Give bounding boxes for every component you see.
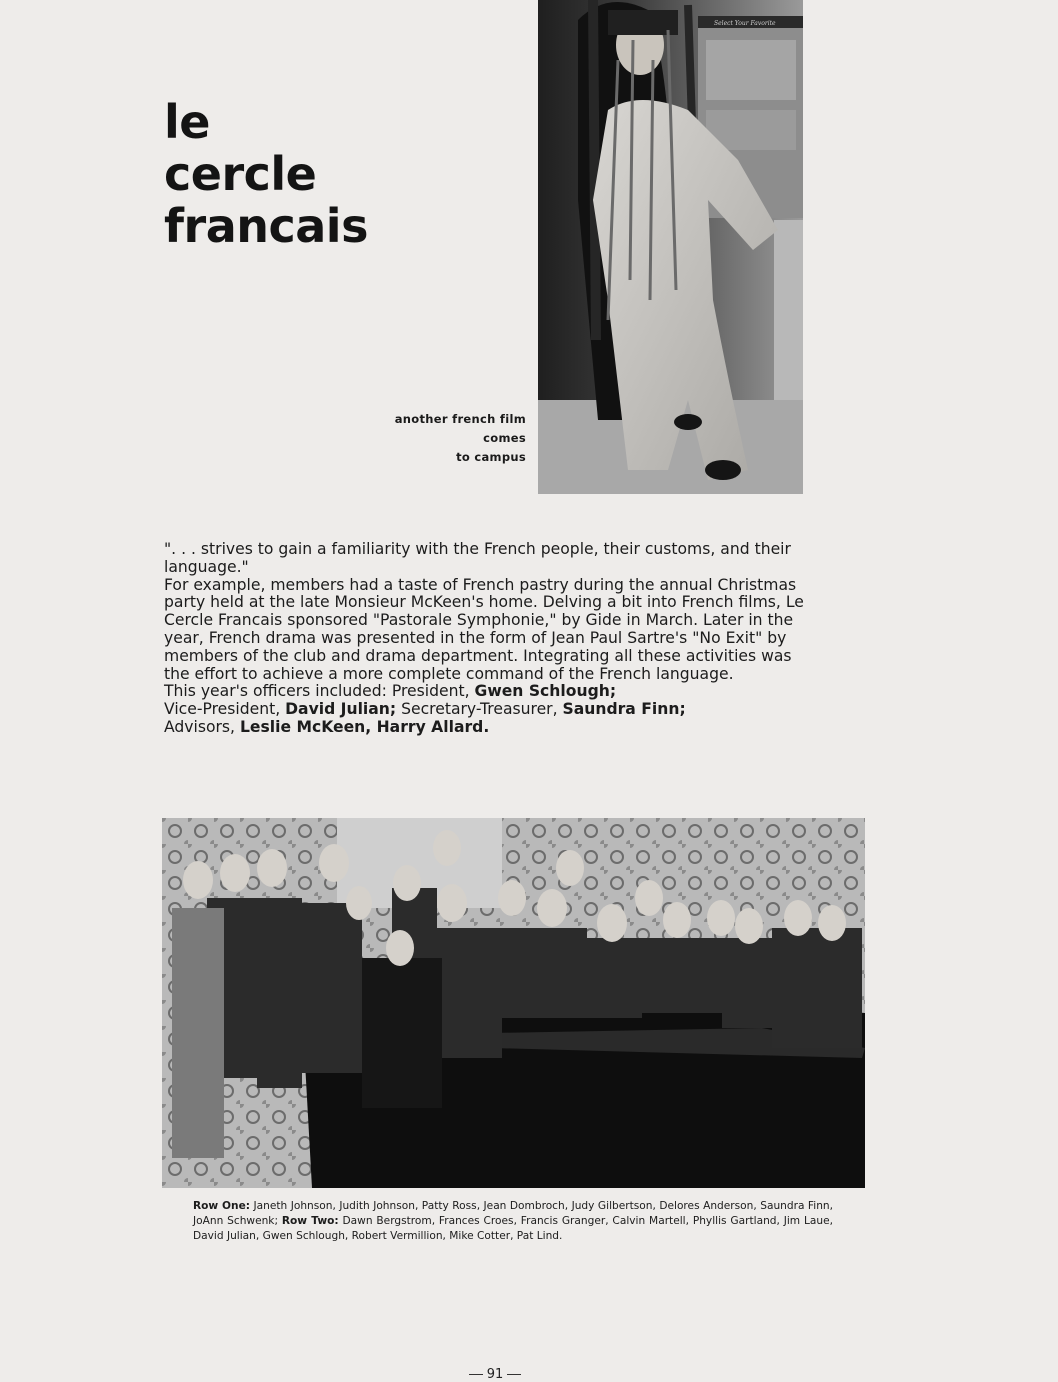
advisors-names: Leslie McKeen, Harry Allard. bbox=[239, 717, 490, 736]
secretary-label: Secretary-Treasurer, bbox=[396, 700, 563, 719]
president-name: Gwen Schlough; bbox=[474, 682, 617, 701]
caption-line-3: to campus bbox=[456, 450, 526, 464]
officers-intro: This year's officers included: President, bbox=[164, 682, 475, 701]
officers-list bbox=[164, 683, 814, 736]
club-quote: ". . . strives to gain a familiarity with the French people, their customs, and their language." bbox=[164, 540, 791, 576]
vp-label: Vice-President, bbox=[164, 700, 286, 719]
group-caption bbox=[193, 1199, 833, 1245]
row-one-names: Janeth Johnson, Judith Johnson, Patty Ross, Jean Dombroch, Judy Gilbertson, Delores Anderson, Saundra Finn, JoAnn Schwenk; bbox=[193, 1200, 833, 1228]
secretary-name: Saundra Finn; bbox=[562, 700, 686, 719]
caption-line-2: comes bbox=[483, 431, 526, 445]
advisors-label: Advisors, bbox=[164, 717, 240, 736]
row-two-label: Row Two: bbox=[281, 1215, 339, 1228]
poster-sign-text: Select Your Favorite bbox=[714, 20, 776, 27]
group-photo bbox=[162, 818, 865, 1188]
row-two-names: Dawn Bergstrom, Frances Croes, Francis Granger, Calvin Martell, Phyllis Gartland, Jim Laue, David Julian, Gwen Schlough, Robert Vermillion, Mike Cotter, Pat Lind. bbox=[193, 1215, 833, 1243]
article-body bbox=[164, 541, 814, 737]
french-film-photo bbox=[538, 0, 803, 494]
title-line-3: francais bbox=[164, 199, 368, 253]
vp-name: David Julian; bbox=[285, 700, 397, 719]
row-one-label: Row One: bbox=[193, 1200, 251, 1212]
page-title bbox=[164, 96, 368, 252]
title-line-2: cercle bbox=[164, 147, 317, 201]
caption-line-1: another french film bbox=[394, 412, 526, 426]
photo-caption bbox=[370, 410, 526, 467]
article-paragraph: For example, members had a taste of French pastry during the annual Christmas party held at the late Monsieur McKeen's home. Delving a bit into French films, Le Cercle Francais sponsored "Pastorale Symphonie," by Gide in March. Later in the year, French drama was presented in the form of Jean Paul Sartre's "No Exit" by members of the club and drama department. Integrating all these activities was the effort to achieve a more complete command of the French language. bbox=[164, 575, 804, 683]
page-number-value: 91 bbox=[486, 1367, 504, 1382]
title-line-1: le bbox=[164, 95, 210, 149]
